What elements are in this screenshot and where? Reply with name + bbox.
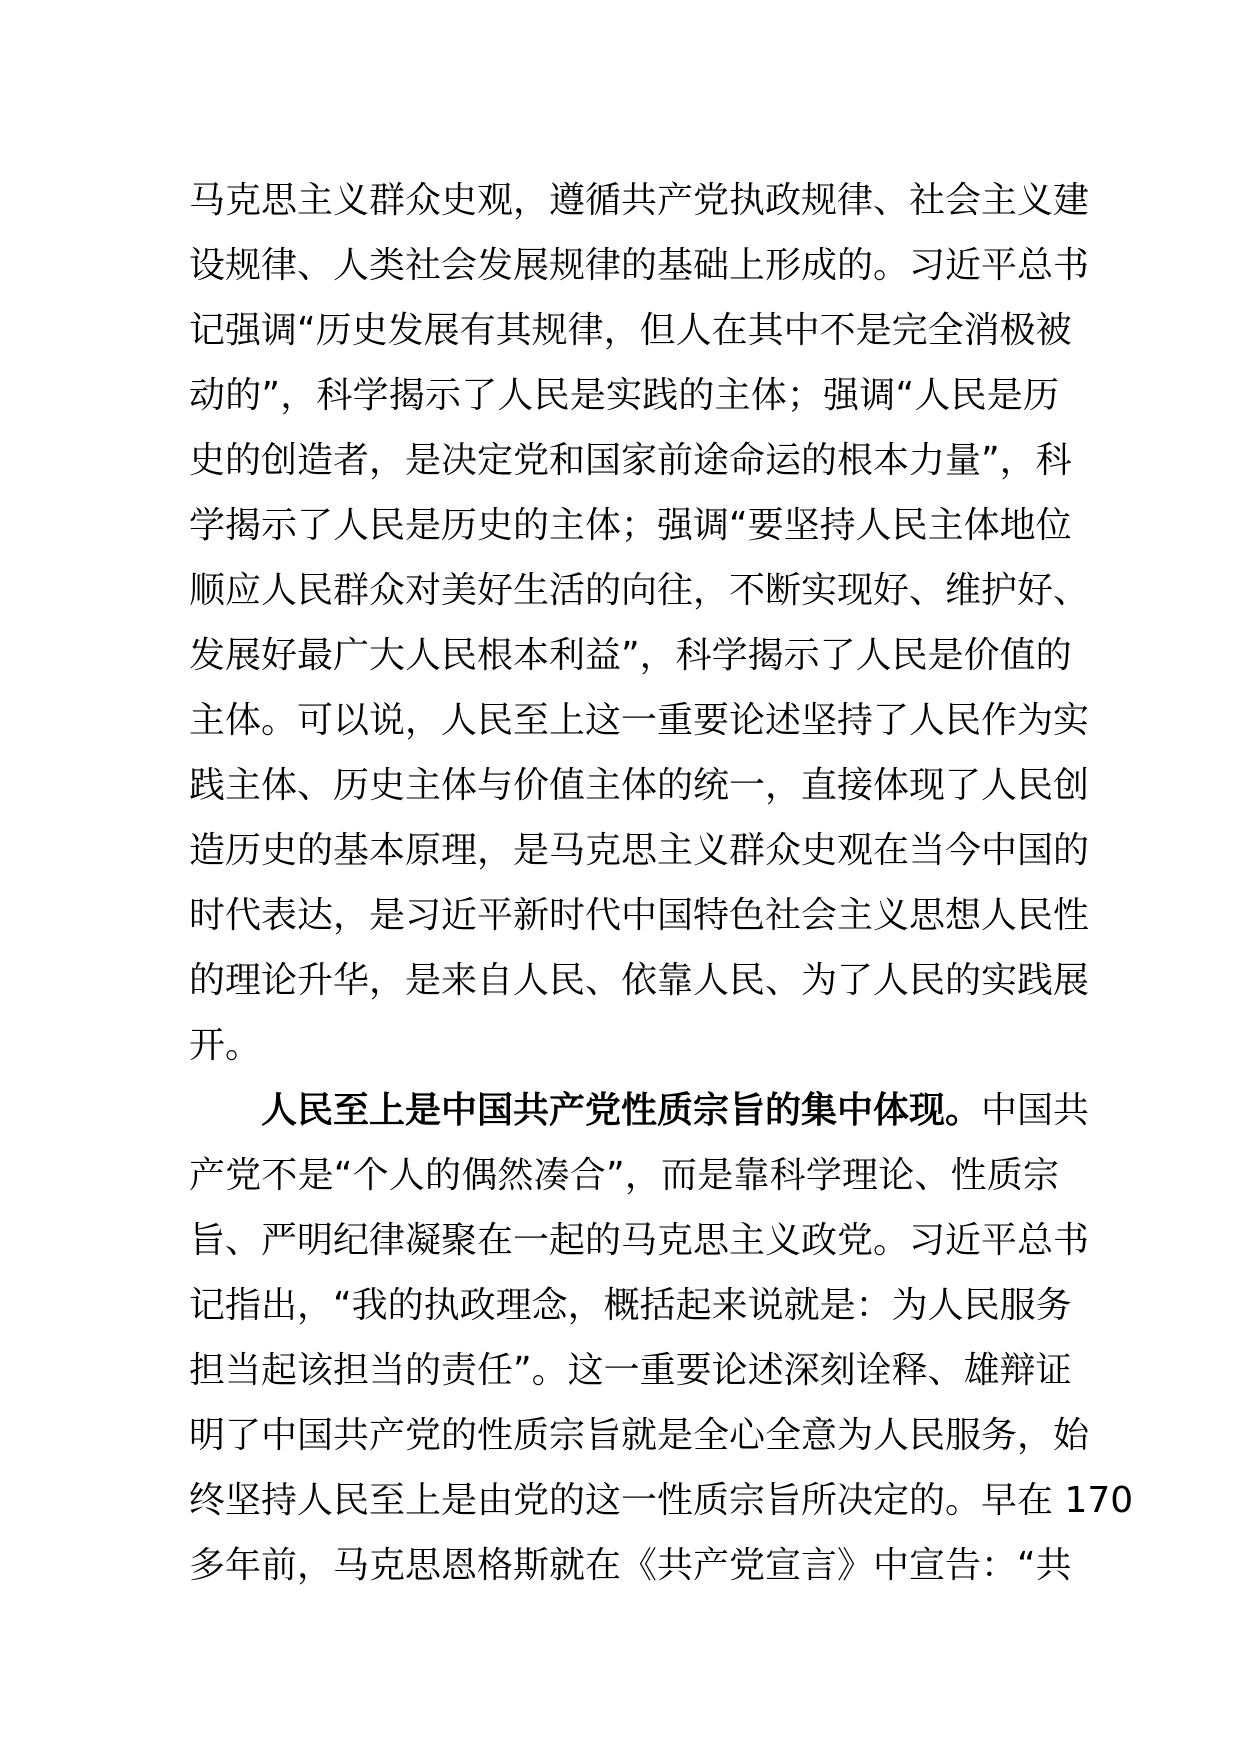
text-line: 记指出，“我的执政理念，概括起来说就是：为人民服务 bbox=[189, 1285, 1072, 1326]
text-line: 史的创造者，是决定党和国家前途命运的根本力量”，科 bbox=[189, 440, 1072, 481]
paragraph-first-line-text: 中国共 bbox=[981, 1090, 1090, 1131]
document-body bbox=[189, 168, 1134, 1598]
paragraph-first-line bbox=[189, 1078, 1090, 1143]
text-line: 记强调“历史发展有其规律，但人在其中不是完全消极被 bbox=[189, 310, 1072, 351]
text-line: 发展好最广大人民根本利益”，科学揭示了人民是价值的 bbox=[189, 635, 1072, 676]
text-line: 多年前，马克思恩格斯就在《共产党宣言》中宣告：“共 bbox=[189, 1545, 1072, 1586]
text-line: 主体。可以说，人民至上这一重要论述坚持了人民作为实 bbox=[189, 700, 1090, 741]
text-line: 动的”，科学揭示了人民是实践的主体；强调“人民是历 bbox=[189, 375, 1059, 416]
paragraph-heading: 人民至上是中国共产党性质宗旨的集中体现。 bbox=[261, 1090, 982, 1131]
text-line: 产党不是“个人的偶然凑合”，而是靠科学理论、性质宗 bbox=[189, 1155, 1059, 1196]
text-line: 学揭示了人民是历史的主体；强调“要坚持人民主体地位 bbox=[189, 505, 1072, 546]
text-line: 时代表达，是习近平新时代中国特色社会主义思想人民性 bbox=[189, 895, 1090, 936]
text-line: 设规律、人类社会发展规律的基础上形成的。习近平总书 bbox=[189, 245, 1090, 286]
text-line: 马克思主义群众史观，遵循共产党执政规律、社会主义建 bbox=[189, 180, 1090, 221]
text-line: 开。 bbox=[189, 1025, 262, 1066]
text-line: 担当起该担当的责任”。这一重要论述深刻诠释、雄辩证 bbox=[189, 1350, 1072, 1391]
text-line: 终坚持人民至上是由党的这一性质宗旨所决定的。早在 170 bbox=[189, 1480, 1134, 1521]
text-line: 的理论升华，是来自人民、依靠人民、为了人民的实践展 bbox=[189, 960, 1090, 1001]
text-line: 造历史的基本原理，是马克思主义群众史观在当今中国的 bbox=[189, 830, 1090, 871]
text-line: 践主体、历史主体与价值主体的统一，直接体现了人民创 bbox=[189, 765, 1090, 806]
text-line: 旨、严明纪律凝聚在一起的马克思主义政党。习近平总书 bbox=[189, 1220, 1090, 1261]
text-line: 明了中国共产党的性质宗旨就是全心全意为人民服务，始 bbox=[189, 1415, 1090, 1456]
text-line: 顺应人民群众对美好生活的向往，不断实现好、维护好、 bbox=[189, 570, 1090, 611]
